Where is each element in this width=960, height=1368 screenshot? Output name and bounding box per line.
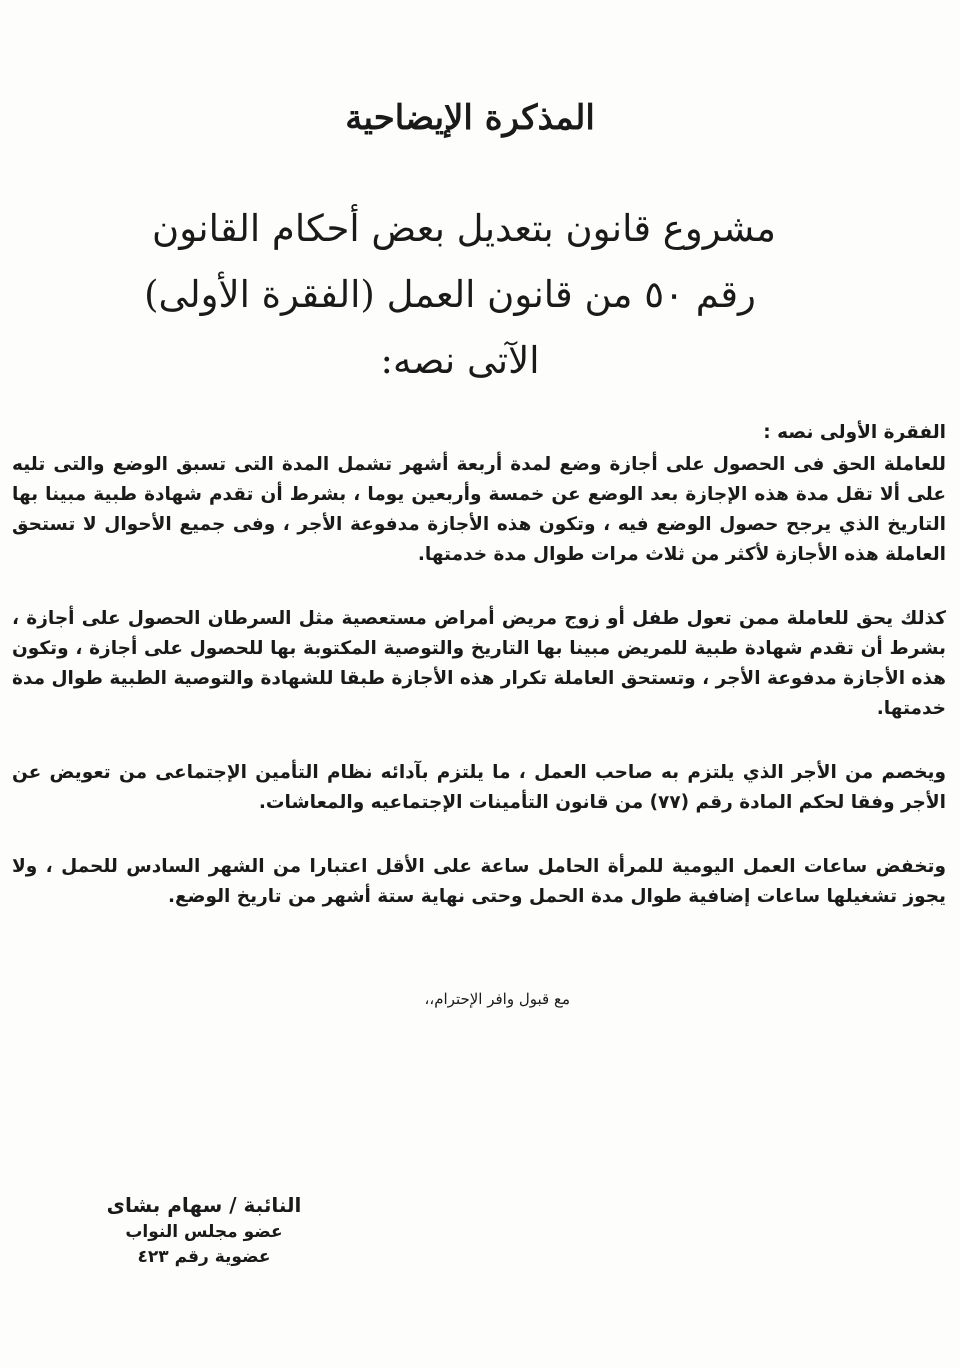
document-title-text: المذكرة الإيضاحية [345,98,595,138]
paragraph-working-hours: وتخفض ساعات العمل اليومية للمرأة الحامل ساعة على الأقل اعتبارا من الشهر السادس للحمل ، ولا يجوز تشغيلها ساعات إضافية طوال مدة الحمل وحتى نهاية ستة أشهر من تاريخ الوضع. [12,856,946,907]
signatory-membership: عضوية رقم ٤٢٣ [137,1247,271,1267]
signatory-name: النائبة / سهام بشاى [106,1193,302,1217]
section-heading: الفقرة الأولى نصه : [763,422,946,443]
paragraph-maternity-leave: للعاملة الحق فى الحصول على أجازة وضع لمدة أربعة أشهر تشمل المدة التى تسبق الوضع والتى تليه على ألا تقل مدة هذه الإجازة بعد الوضع عن خمسة وأربعين يوما ، بشرط أن تقدم شهادة طبية مبينا بها التاريخ الذي يرجح حصول الوضع فيه ، وتكون هذه الأجازة مدفوعة الأجر ، وفى جميع الأحوال لا تستحق العاملة هذه الأجازة لأكثر من ثلاث مرات طوال مدة خدمتها. [12,454,946,565]
paragraph-caregiver-leave: كذلك يحق للعاملة ممن تعول طفل أو زوج مريض أمراض مستعصية مثل السرطان الحصول على أجازة ، بشرط أن تقدم شهادة طبية للمريض مبينا بها التاريخ والتوصية المكتوبة بها للحصول على أجازة ، وتكون هذه الأجازة مدفوعة الأجر ، وتستحق العاملة تكرار هذه الأجازة طبقا للشهادة والتوصية الطبية طوال مدة خدمتها. [12,608,946,719]
subtitle-line-2: رقم ٥٠ من قانون العمل (الفقرة الأولى) [144,273,756,316]
signature-block [104,1190,304,1270]
document-subtitle [0,196,960,394]
signatory-role: عضو مجلس النواب [125,1222,283,1242]
subtitle-line-3: الآتى نصه: [380,339,540,382]
document-body [12,418,946,946]
subtitle-line-1: مشروع قانون بتعديل بعض أحكام القانون [152,207,776,250]
document-title [0,98,960,138]
closing-remark: مع قبول وافر الإحترام،، [424,990,570,1008]
paragraph-wage-deduction: ويخصم من الأجر الذي يلتزم به صاحب العمل ، ما يلتزم بآدائه نظام التأمين الإجتماعى من تعويض عن الأجر وفقا لحكم المادة رقم (٧٧) من قانون التأمينات الإجتماعيه والمعاشات. [12,762,946,813]
